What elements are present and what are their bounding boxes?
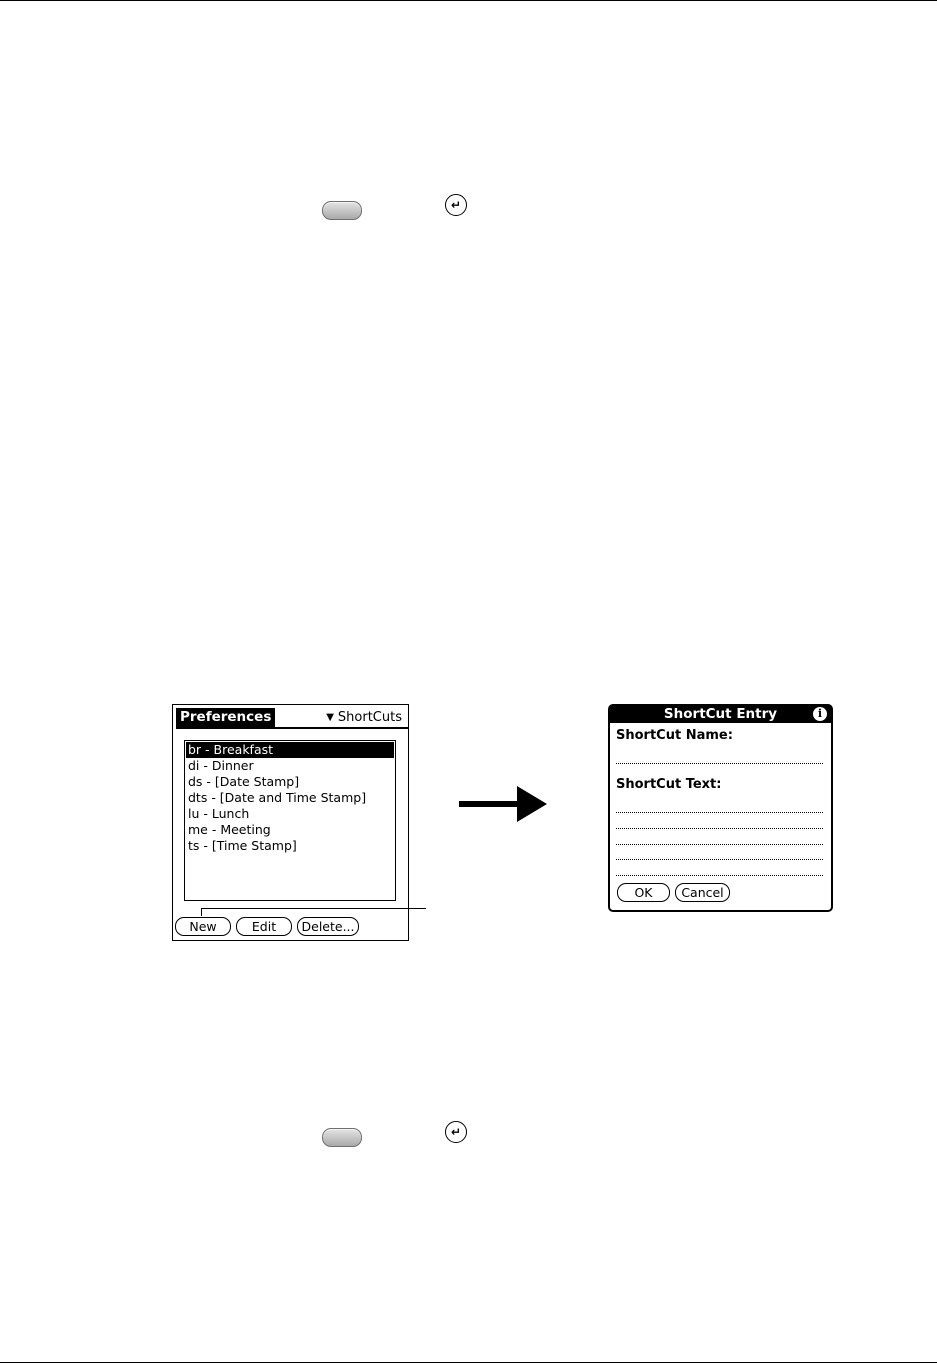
shortcut-text-field[interactable] <box>616 828 823 829</box>
callout-line <box>201 908 426 909</box>
shortcut-text-field[interactable] <box>616 875 823 876</box>
dialog-title-text: ShortCut Entry <box>663 706 778 722</box>
list-item[interactable]: di - Dinner <box>188 758 254 773</box>
dialog-title <box>610 706 831 723</box>
preferences-title: Preferences <box>176 708 275 727</box>
bottom-rule <box>0 1362 937 1363</box>
hardware-button-icon <box>322 201 362 220</box>
shortcut-name-label: ShortCut Name: <box>616 728 733 743</box>
shortcut-text-field[interactable] <box>616 844 823 845</box>
shortcut-list[interactable] <box>184 740 396 901</box>
top-rule <box>0 0 937 1</box>
info-icon[interactable]: i <box>813 707 827 721</box>
list-item[interactable]: lu - Lunch <box>188 806 250 821</box>
enter-key-icon: ↵ <box>445 1121 467 1143</box>
list-item[interactable]: ts - [Time Stamp] <box>188 838 297 853</box>
list-item[interactable]: me - Meeting <box>188 822 271 837</box>
shortcut-entry-dialog <box>608 704 833 912</box>
callout-tick <box>201 908 202 916</box>
ok-button[interactable]: OK <box>617 883 670 902</box>
list-item[interactable]: ds - [Date Stamp] <box>188 774 300 789</box>
panel-selector[interactable] <box>326 708 402 728</box>
preferences-screen <box>172 704 409 941</box>
panel-selector-label: ShortCuts <box>337 710 402 725</box>
enter-key-icon: ↵ <box>445 194 467 216</box>
shortcut-name-field[interactable] <box>616 763 823 764</box>
shortcut-text-field[interactable] <box>616 812 823 813</box>
shortcut-text-label: ShortCut Text: <box>616 777 722 792</box>
edit-button[interactable]: Edit <box>236 917 292 936</box>
dropdown-triangle-icon: ▼ <box>326 712 334 723</box>
shortcut-text-field[interactable] <box>616 859 823 860</box>
right-arrow-icon <box>459 786 549 822</box>
new-button[interactable]: New <box>175 917 231 936</box>
list-item[interactable]: br - Breakfast <box>186 742 394 758</box>
cancel-button[interactable]: Cancel <box>675 883 730 902</box>
list-item[interactable]: dts - [Date and Time Stamp] <box>188 790 367 805</box>
hardware-button-icon <box>322 1128 362 1147</box>
delete-button[interactable]: Delete... <box>297 917 359 936</box>
